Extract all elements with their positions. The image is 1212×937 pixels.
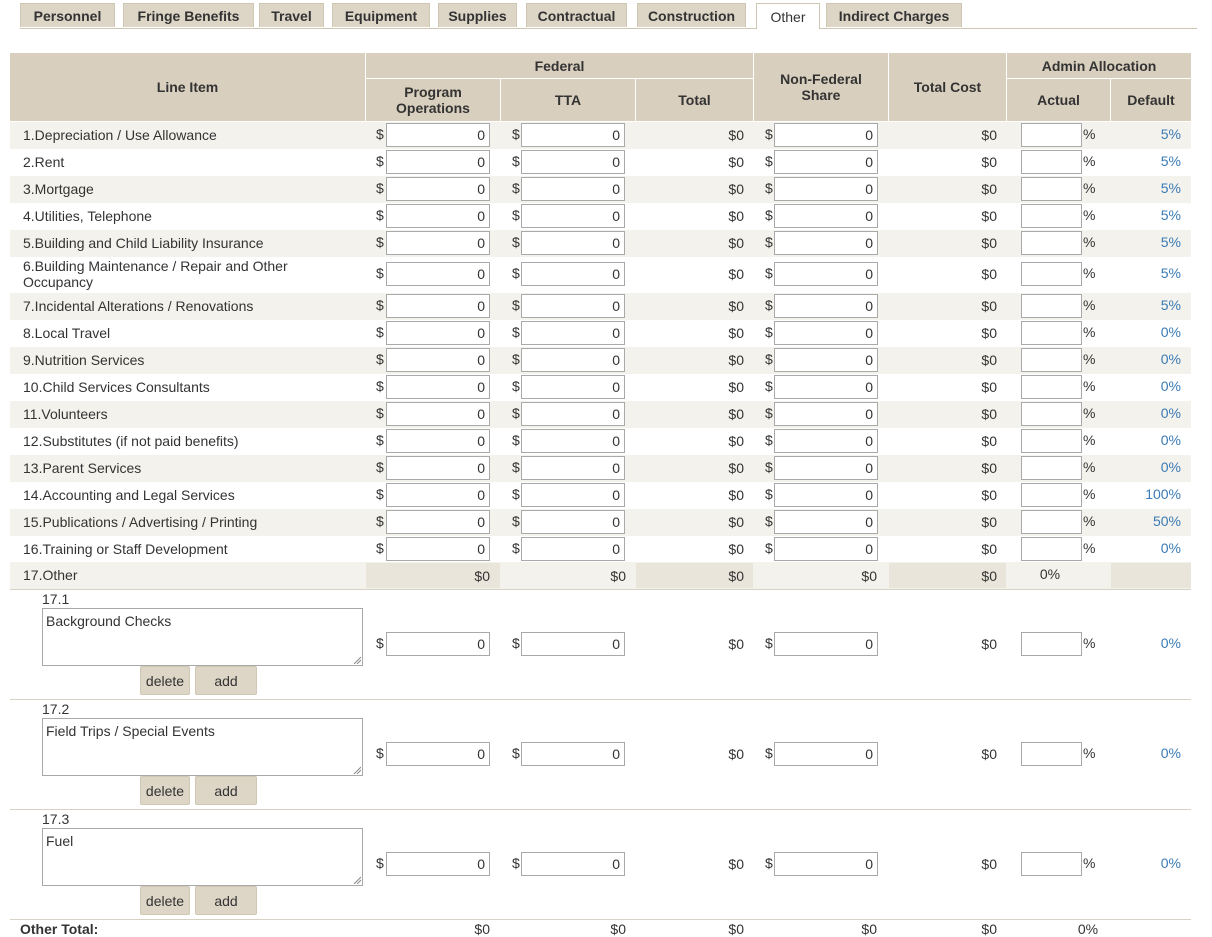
dollar-sign: $ <box>376 324 384 340</box>
admin-actual-input[interactable] <box>1021 852 1082 876</box>
dollar-sign: $ <box>512 855 520 871</box>
tta-value: $0 <box>610 568 626 584</box>
federal-total-value: $0 <box>728 266 744 282</box>
dollar-sign: $ <box>512 351 520 367</box>
tab-construction[interactable]: Construction <box>637 3 746 27</box>
federal-total-value: $0 <box>728 352 744 368</box>
dollar-sign: $ <box>765 351 773 367</box>
tta-input[interactable]: 0 <box>521 375 625 399</box>
federal-total-value: $0 <box>728 487 744 503</box>
total-cost-value: $0 <box>981 154 997 170</box>
non-federal-share-input[interactable]: 0 <box>774 262 878 286</box>
percent-sign: % <box>1083 351 1096 367</box>
admin-default-value: 5% <box>1160 126 1181 142</box>
tta-input[interactable]: 0 <box>521 321 625 345</box>
program-operations-input[interactable]: 0 <box>386 177 490 201</box>
non-federal-share-input[interactable]: 0 <box>774 402 878 426</box>
line-item-label: 7.Incidental Alterations / Renovations <box>23 298 254 314</box>
delete-button[interactable]: delete <box>140 886 190 915</box>
dollar-sign: $ <box>376 459 384 475</box>
non-federal-share-input[interactable]: 0 <box>774 348 878 372</box>
dollar-sign: $ <box>512 297 520 313</box>
tab-contractual[interactable]: Contractual <box>526 3 627 27</box>
dollar-sign: $ <box>765 405 773 421</box>
total-cost-value: $0 <box>981 856 997 872</box>
dollar-sign: $ <box>512 207 520 223</box>
line-item-label: 17.Other <box>23 567 78 583</box>
program-operations-input[interactable]: 0 <box>386 123 490 147</box>
dollar-sign: $ <box>765 432 773 448</box>
dollar-sign: $ <box>765 297 773 313</box>
add-button[interactable]: add <box>195 886 257 915</box>
tta-input[interactable]: 0 <box>521 510 625 534</box>
percent-sign: % <box>1083 635 1096 651</box>
dollar-sign: $ <box>765 378 773 394</box>
non-federal-share-input[interactable]: 0 <box>774 456 878 480</box>
federal-total-value: $0 <box>728 298 744 314</box>
program-operations-input[interactable]: 0 <box>386 231 490 255</box>
admin-default-value: 5% <box>1160 234 1181 250</box>
line-item-label: 4.Utilities, Telephone <box>23 208 152 224</box>
subitem-description-textarea[interactable]: Fuel <box>42 828 363 886</box>
resize-grip-icon[interactable] <box>353 766 361 774</box>
total-cost-value: $0 <box>981 406 997 422</box>
admin-default-value: 5% <box>1160 180 1181 196</box>
resize-grip-icon[interactable] <box>353 876 361 884</box>
program-operations-input[interactable]: 0 <box>386 262 490 286</box>
total-cost-value: $0 <box>981 514 997 530</box>
admin-actual-input[interactable] <box>1021 294 1082 318</box>
dollar-sign: $ <box>765 635 773 651</box>
program-operations-input[interactable]: 0 <box>386 852 490 876</box>
subitem-description-textarea[interactable]: Background Checks <box>42 608 363 666</box>
admin-default-value: 0% <box>1160 432 1181 448</box>
row-separator <box>10 919 1191 920</box>
admin-actual-input[interactable] <box>1021 150 1082 174</box>
admin-default-value: 50% <box>1152 513 1181 529</box>
dollar-sign: $ <box>512 378 520 394</box>
header-actual: Actual <box>1037 92 1080 108</box>
admin-actual-total: 0% <box>1077 921 1099 937</box>
total-cost-value: $0 <box>981 460 997 476</box>
admin-actual-input[interactable] <box>1021 231 1082 255</box>
admin-default-value: 0% <box>1160 351 1181 367</box>
federal-total-value: $0 <box>728 379 744 395</box>
total-cost-value: $0 <box>981 181 997 197</box>
federal-total-value: $0 <box>728 460 744 476</box>
non-federal-share-input[interactable]: 0 <box>774 852 878 876</box>
dollar-sign: $ <box>376 126 384 142</box>
federal-total-value: $0 <box>728 154 744 170</box>
tta-total: $0 <box>610 921 626 937</box>
federal-total-value: $0 <box>728 181 744 197</box>
non-federal-share-input[interactable]: 0 <box>774 123 878 147</box>
admin-default-value: 0% <box>1160 540 1181 556</box>
dollar-sign: $ <box>512 180 520 196</box>
dollar-sign: $ <box>376 351 384 367</box>
program-operations-input[interactable]: 0 <box>386 742 490 766</box>
subitem-number: 17.2 <box>42 701 70 717</box>
admin-actual-input[interactable] <box>1021 375 1082 399</box>
row-separator <box>10 809 1191 810</box>
header-federal: Federal <box>534 57 585 74</box>
admin-actual-input[interactable] <box>1021 632 1082 656</box>
non-federal-share-input[interactable]: 0 <box>774 375 878 399</box>
tta-input[interactable]: 0 <box>521 231 625 255</box>
dollar-sign: $ <box>765 324 773 340</box>
dollar-sign: $ <box>765 180 773 196</box>
admin-default-value: 100% <box>1145 486 1181 502</box>
percent-sign: % <box>1083 486 1096 502</box>
percent-sign: % <box>1083 745 1096 761</box>
total-cost-value: $0 <box>981 266 997 282</box>
program-operations-input[interactable]: 0 <box>386 375 490 399</box>
total-cost-value: $0 <box>981 487 997 503</box>
admin-actual-input[interactable] <box>1021 177 1082 201</box>
line-item-label: 16.Training or Staff Development <box>23 541 228 557</box>
dollar-sign: $ <box>376 153 384 169</box>
other-cell <box>1111 563 1191 588</box>
program-operations-input[interactable]: 0 <box>386 483 490 507</box>
program-operations-input[interactable]: 0 <box>386 537 490 561</box>
total-cost-value: $0 <box>981 127 997 143</box>
program-operations-input[interactable]: 0 <box>386 150 490 174</box>
subitem-number: 17.3 <box>42 811 70 827</box>
tta-input[interactable]: 0 <box>521 348 625 372</box>
percent-sign: % <box>1083 234 1096 250</box>
program-operations-input[interactable]: 0 <box>386 510 490 534</box>
federal-total-value: $0 <box>728 514 744 530</box>
dollar-sign: $ <box>512 745 520 761</box>
tab-indirect-charges[interactable]: Indirect Charges <box>826 3 962 27</box>
total-cost-value: $0 <box>981 568 997 584</box>
non-federal-share-input[interactable]: 0 <box>774 321 878 345</box>
non-federal-share-input[interactable]: 0 <box>774 294 878 318</box>
tta-input[interactable]: 0 <box>521 204 625 228</box>
program-operations-input[interactable]: 0 <box>386 348 490 372</box>
line-item-label: 12.Substitutes (if not paid benefits) <box>23 433 239 449</box>
percent-sign: % <box>1083 855 1096 871</box>
non-federal-share-input[interactable]: 0 <box>774 150 878 174</box>
dollar-sign: $ <box>765 207 773 223</box>
total-cost-value: $0 <box>981 746 997 762</box>
line-item-label: 9.Nutrition Services <box>23 352 145 368</box>
total-cost-value: $0 <box>981 433 997 449</box>
admin-default-value: 0% <box>1160 635 1181 651</box>
percent-sign: % <box>1083 265 1096 281</box>
percent-sign: % <box>1083 153 1096 169</box>
tab-personnel[interactable]: Personnel <box>20 3 115 27</box>
row-separator <box>10 589 1191 590</box>
subitem-description-textarea[interactable]: Field Trips / Special Events <box>42 718 363 776</box>
admin-default-value: 0% <box>1160 459 1181 475</box>
non-federal-share-total: $0 <box>861 921 877 937</box>
delete-button[interactable]: delete <box>140 666 190 695</box>
header-non-federal-share: Non-Federal Share <box>780 71 862 103</box>
line-item-label: 2.Rent <box>23 154 65 170</box>
tta-input[interactable]: 0 <box>521 852 625 876</box>
admin-actual-value: 0% <box>1039 566 1061 582</box>
dollar-sign: $ <box>512 265 520 281</box>
section-tabs <box>20 3 1197 29</box>
admin-actual-input[interactable] <box>1021 262 1082 286</box>
program-operations-input[interactable]: 0 <box>386 456 490 480</box>
dollar-sign: $ <box>376 540 384 556</box>
dollar-sign: $ <box>376 486 384 502</box>
dollar-sign: $ <box>376 234 384 250</box>
line-item-label: 13.Parent Services <box>23 460 142 476</box>
dollar-sign: $ <box>765 745 773 761</box>
header-program-operations: Program Operations <box>396 84 470 116</box>
admin-actual-input[interactable] <box>1021 402 1082 426</box>
tab-equipment[interactable]: Equipment <box>332 3 430 27</box>
add-button[interactable]: add <box>195 666 257 695</box>
federal-total-value: $0 <box>728 746 744 762</box>
tta-input[interactable]: 0 <box>521 123 625 147</box>
dollar-sign: $ <box>512 432 520 448</box>
header-line-item: Line Item <box>156 79 219 95</box>
program-operations-input[interactable]: 0 <box>386 402 490 426</box>
dollar-sign: $ <box>512 540 520 556</box>
non-federal-share-input[interactable]: 0 <box>774 177 878 201</box>
total-cost-value: $0 <box>981 298 997 314</box>
dollar-sign: $ <box>512 324 520 340</box>
tta-input[interactable]: 0 <box>521 177 625 201</box>
total-cost-value: $0 <box>981 235 997 251</box>
admin-default-value: 5% <box>1160 153 1181 169</box>
percent-sign: % <box>1083 180 1096 196</box>
dollar-sign: $ <box>512 486 520 502</box>
total-cost-total: $0 <box>981 921 997 937</box>
percent-sign: % <box>1083 459 1096 475</box>
dollar-sign: $ <box>765 234 773 250</box>
program-operations-value: $0 <box>474 568 490 584</box>
total-cost-value: $0 <box>981 325 997 341</box>
dollar-sign: $ <box>765 459 773 475</box>
admin-actual-input[interactable] <box>1021 204 1082 228</box>
header-admin-allocation: Admin Allocation <box>1041 57 1157 74</box>
federal-total-value: $0 <box>728 127 744 143</box>
percent-sign: % <box>1083 513 1096 529</box>
tab-travel[interactable]: Travel <box>259 3 324 27</box>
tta-input[interactable]: 0 <box>521 483 625 507</box>
dollar-sign: $ <box>512 635 520 651</box>
tta-input[interactable]: 0 <box>521 742 625 766</box>
other-total-label: Other Total: <box>20 921 99 937</box>
admin-actual-input[interactable] <box>1021 537 1082 561</box>
total-cost-value: $0 <box>981 352 997 368</box>
dollar-sign: $ <box>512 153 520 169</box>
non-federal-share-input[interactable]: 0 <box>774 510 878 534</box>
line-item-label: 8.Local Travel <box>23 325 111 341</box>
tab-fringe-benefits[interactable]: Fringe Benefits <box>123 3 254 27</box>
total-cost-value: $0 <box>981 379 997 395</box>
program-operations-input[interactable]: 0 <box>386 429 490 453</box>
dollar-sign: $ <box>376 405 384 421</box>
program-operations-total: $0 <box>474 921 490 937</box>
header-tta: TTA <box>554 92 582 108</box>
dollar-sign: $ <box>376 855 384 871</box>
admin-default-value: 0% <box>1160 405 1181 421</box>
subitem-number: 17.1 <box>42 591 70 607</box>
line-item-label: 3.Mortgage <box>23 181 94 197</box>
dollar-sign: $ <box>376 513 384 529</box>
line-item-label: 15.Publications / Advertising / Printing <box>23 514 258 530</box>
federal-total-value: $0 <box>728 433 744 449</box>
dollar-sign: $ <box>765 486 773 502</box>
admin-default-value: 5% <box>1160 265 1181 281</box>
line-item-label: 10.Child Services Consultants <box>23 379 210 395</box>
dollar-sign: $ <box>512 513 520 529</box>
dollar-sign: $ <box>376 635 384 651</box>
total-cost-value: $0 <box>981 208 997 224</box>
admin-actual-input[interactable] <box>1021 742 1082 766</box>
admin-actual-input[interactable] <box>1021 123 1082 147</box>
dollar-sign: $ <box>765 126 773 142</box>
percent-sign: % <box>1083 207 1096 223</box>
tta-input[interactable]: 0 <box>521 150 625 174</box>
non-federal-share-input[interactable]: 0 <box>774 483 878 507</box>
tta-input[interactable]: 0 <box>521 456 625 480</box>
dollar-sign: $ <box>376 745 384 761</box>
total-cost-value: $0 <box>981 636 997 652</box>
non-federal-share-input[interactable]: 0 <box>774 429 878 453</box>
percent-sign: % <box>1083 324 1096 340</box>
program-operations-input[interactable]: 0 <box>386 321 490 345</box>
non-federal-share-value: $0 <box>861 568 877 584</box>
admin-default-value: 0% <box>1160 855 1181 871</box>
dollar-sign: $ <box>512 405 520 421</box>
program-operations-input[interactable]: 0 <box>386 294 490 318</box>
percent-sign: % <box>1083 540 1096 556</box>
dollar-sign: $ <box>376 265 384 281</box>
federal-total-value: $0 <box>728 636 744 652</box>
header-default: Default <box>1127 92 1175 108</box>
federal-total-value: $0 <box>728 406 744 422</box>
admin-default-value: 5% <box>1160 297 1181 313</box>
resize-grip-icon[interactable] <box>353 656 361 664</box>
tab-other[interactable]: Other <box>756 3 820 29</box>
federal-total-value: $0 <box>728 235 744 251</box>
dollar-sign: $ <box>765 855 773 871</box>
dollar-sign: $ <box>765 153 773 169</box>
line-item-label: 11.Volunteers <box>23 406 108 422</box>
federal-total-value: $0 <box>728 208 744 224</box>
tta-input[interactable]: 0 <box>521 294 625 318</box>
federal-total-value: $0 <box>728 541 744 557</box>
non-federal-share-input[interactable]: 0 <box>774 632 878 656</box>
dollar-sign: $ <box>376 207 384 223</box>
admin-actual-input[interactable] <box>1021 321 1082 345</box>
tta-input[interactable]: 0 <box>521 429 625 453</box>
federal-total-value: $0 <box>728 856 744 872</box>
admin-default-value: 0% <box>1160 745 1181 761</box>
percent-sign: % <box>1083 405 1096 421</box>
total-cost-value: $0 <box>981 541 997 557</box>
admin-actual-input[interactable] <box>1021 429 1082 453</box>
percent-sign: % <box>1083 378 1096 394</box>
non-federal-share-input[interactable]: 0 <box>774 204 878 228</box>
percent-sign: % <box>1083 126 1096 142</box>
delete-button[interactable]: delete <box>140 776 190 805</box>
dollar-sign: $ <box>376 297 384 313</box>
program-operations-input[interactable]: 0 <box>386 204 490 228</box>
dollar-sign: $ <box>765 513 773 529</box>
dollar-sign: $ <box>765 540 773 556</box>
tta-input[interactable]: 0 <box>521 402 625 426</box>
admin-actual-input[interactable] <box>1021 456 1082 480</box>
admin-default-value: 5% <box>1160 207 1181 223</box>
tta-input[interactable]: 0 <box>521 632 625 656</box>
dollar-sign: $ <box>512 459 520 475</box>
line-item-label: 5.Building and Child Liability Insurance <box>23 235 264 251</box>
admin-actual-input[interactable] <box>1021 483 1082 507</box>
percent-sign: % <box>1083 432 1096 448</box>
admin-actual-input[interactable] <box>1021 510 1082 534</box>
tab-supplies[interactable]: Supplies <box>438 3 517 27</box>
header-total-cost: Total Cost <box>913 79 982 95</box>
non-federal-share-input[interactable]: 0 <box>774 537 878 561</box>
admin-default-value: 0% <box>1160 324 1181 340</box>
non-federal-share-input[interactable]: 0 <box>774 231 878 255</box>
dollar-sign: $ <box>512 126 520 142</box>
row-separator <box>10 699 1191 700</box>
federal-total: $0 <box>728 921 744 937</box>
dollar-sign: $ <box>512 234 520 250</box>
dollar-sign: $ <box>765 265 773 281</box>
program-operations-input[interactable]: 0 <box>386 632 490 656</box>
percent-sign: % <box>1083 297 1096 313</box>
dollar-sign: $ <box>376 378 384 394</box>
tta-input[interactable]: 0 <box>521 262 625 286</box>
non-federal-share-input[interactable]: 0 <box>774 742 878 766</box>
federal-total-value: $0 <box>728 325 744 341</box>
line-item-label: 14.Accounting and Legal Services <box>23 487 235 503</box>
add-button[interactable]: add <box>195 776 257 805</box>
dollar-sign: $ <box>376 180 384 196</box>
admin-actual-input[interactable] <box>1021 348 1082 372</box>
header-total: Total <box>678 92 711 108</box>
federal-total-value: $0 <box>728 568 744 584</box>
tta-input[interactable]: 0 <box>521 537 625 561</box>
dollar-sign: $ <box>376 432 384 448</box>
line-item-label: 6.Building Maintenance / Repair and Other Occupancy <box>23 258 288 290</box>
admin-default-value: 0% <box>1160 378 1181 394</box>
line-item-label: 1.Depreciation / Use Allowance <box>23 127 217 143</box>
